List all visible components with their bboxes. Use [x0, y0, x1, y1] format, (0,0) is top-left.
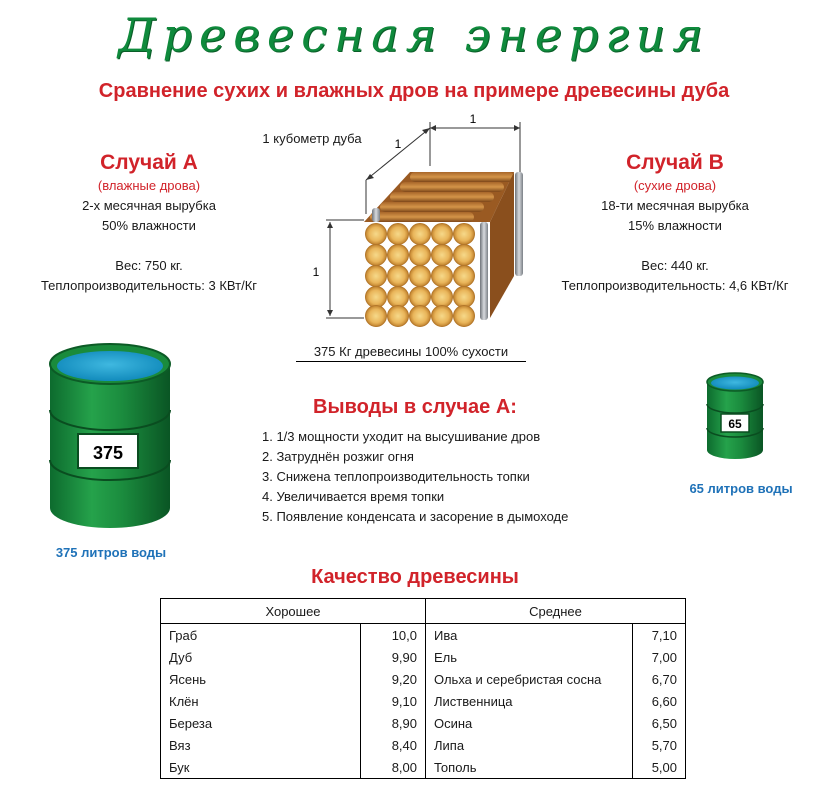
- case-a-heading: Случай А: [100, 151, 198, 174]
- medium-value: 6,70: [633, 668, 686, 690]
- table-row: [161, 668, 686, 690]
- good-value: 8,00: [361, 756, 426, 779]
- good-value: 8,90: [361, 712, 426, 734]
- good-name: Вяз: [161, 734, 361, 756]
- case-b-heat: Теплопроизводительность: 4,6 КВт/Кг: [561, 278, 789, 293]
- good-value: 9,90: [361, 646, 426, 668]
- good-value: 9,10: [361, 690, 426, 712]
- medium-name: Лиственница: [426, 690, 633, 712]
- medium-name: Липа: [426, 734, 633, 756]
- pole-back-left: [372, 208, 380, 222]
- good-name: Клён: [161, 690, 361, 712]
- page-title: Древесная энергия: [118, 8, 710, 62]
- conclusions-list: [262, 427, 642, 527]
- good-value: 9,20: [361, 668, 426, 690]
- dim-width-label: 1: [469, 112, 477, 126]
- conclusions-heading: Выводы в случае А:: [313, 396, 517, 418]
- quality-table: [160, 598, 686, 779]
- barrel-small-caption: 65 литров воды: [689, 481, 793, 496]
- medium-value: 6,50: [633, 712, 686, 734]
- page-subtitle: Сравнение сухих и влажных дров на примере древесины дуба: [98, 80, 730, 102]
- woodpile-caption: 375 Кг древесины 100% сухости: [296, 344, 526, 362]
- table-row: [161, 756, 686, 779]
- col-medium-header: Среднее: [426, 599, 686, 624]
- col-good-header: Хорошее: [161, 599, 426, 624]
- barrel-large: [46, 340, 174, 532]
- dim-depth-label: 1: [394, 137, 402, 151]
- conclusion-item: 1. 1/3 мощности уходит на высушивание дров: [262, 429, 541, 444]
- case-b-line2: 15% влажности: [628, 218, 722, 233]
- good-name: Бук: [161, 756, 361, 779]
- table-row: [161, 624, 686, 647]
- conclusion-item: 3. Снижена теплопроизводительность топки: [262, 469, 530, 484]
- medium-value: 5,00: [633, 756, 686, 779]
- quality-heading: Качество древесины: [311, 566, 519, 588]
- conclusion-item: 5. Появление конденсата и засорение в дымоходе: [262, 509, 569, 524]
- medium-name: Ольха и серебристая сосна: [426, 668, 633, 690]
- case-a-subheading: (влажные дрова): [97, 178, 201, 193]
- woodpile-log-ends: [366, 224, 475, 327]
- dim-height-label: 1: [312, 265, 320, 279]
- case-b-subheading: (сухие дрова): [633, 178, 717, 193]
- medium-name: Ива: [426, 624, 633, 647]
- case-b-weight: Вес: 440 кг.: [641, 258, 709, 273]
- quality-header-row: [161, 599, 686, 624]
- good-name: Дуб: [161, 646, 361, 668]
- good-name: Ясень: [161, 668, 361, 690]
- woodpile-label: 1 кубометр дуба: [262, 131, 362, 146]
- barrel-small: [704, 370, 766, 462]
- case-b-line1: 18-ти месячная вырубка: [601, 198, 749, 213]
- pole-front-right: [480, 222, 488, 320]
- case-b-heading: Случай В: [626, 151, 724, 174]
- medium-name: Тополь: [426, 756, 633, 779]
- table-row: [161, 646, 686, 668]
- good-name: Береза: [161, 712, 361, 734]
- good-name: Граб: [161, 624, 361, 647]
- table-row: [161, 690, 686, 712]
- case-b-block: [540, 150, 810, 296]
- table-row: [161, 712, 686, 734]
- table-row: [161, 734, 686, 756]
- medium-name: Осина: [426, 712, 633, 734]
- medium-name: Ель: [426, 646, 633, 668]
- barrel-large-caption: 375 литров воды: [55, 545, 167, 560]
- barrel-large-value: 375: [92, 443, 124, 463]
- medium-value: 7,00: [633, 646, 686, 668]
- pole-back-right: [515, 172, 523, 276]
- medium-value: 6,60: [633, 690, 686, 712]
- conclusion-item: 2. Затруднён розжиг огня: [262, 449, 414, 464]
- case-a-line2: 50% влажности: [102, 218, 196, 233]
- case-a-line1: 2-х месячная вырубка: [82, 198, 216, 213]
- conclusion-item: 4. Увеличивается время топки: [262, 489, 445, 504]
- case-a-block: [20, 150, 278, 296]
- medium-value: 7,10: [633, 624, 686, 647]
- barrel-small-value: 65: [728, 417, 742, 431]
- medium-value: 5,70: [633, 734, 686, 756]
- good-value: 10,0: [361, 624, 426, 647]
- case-a-weight: Вес: 750 кг.: [115, 258, 183, 273]
- good-value: 8,40: [361, 734, 426, 756]
- case-a-heat: Теплопроизводительность: 3 КВт/Кг: [40, 278, 258, 293]
- woodpile-illustration: [300, 110, 540, 342]
